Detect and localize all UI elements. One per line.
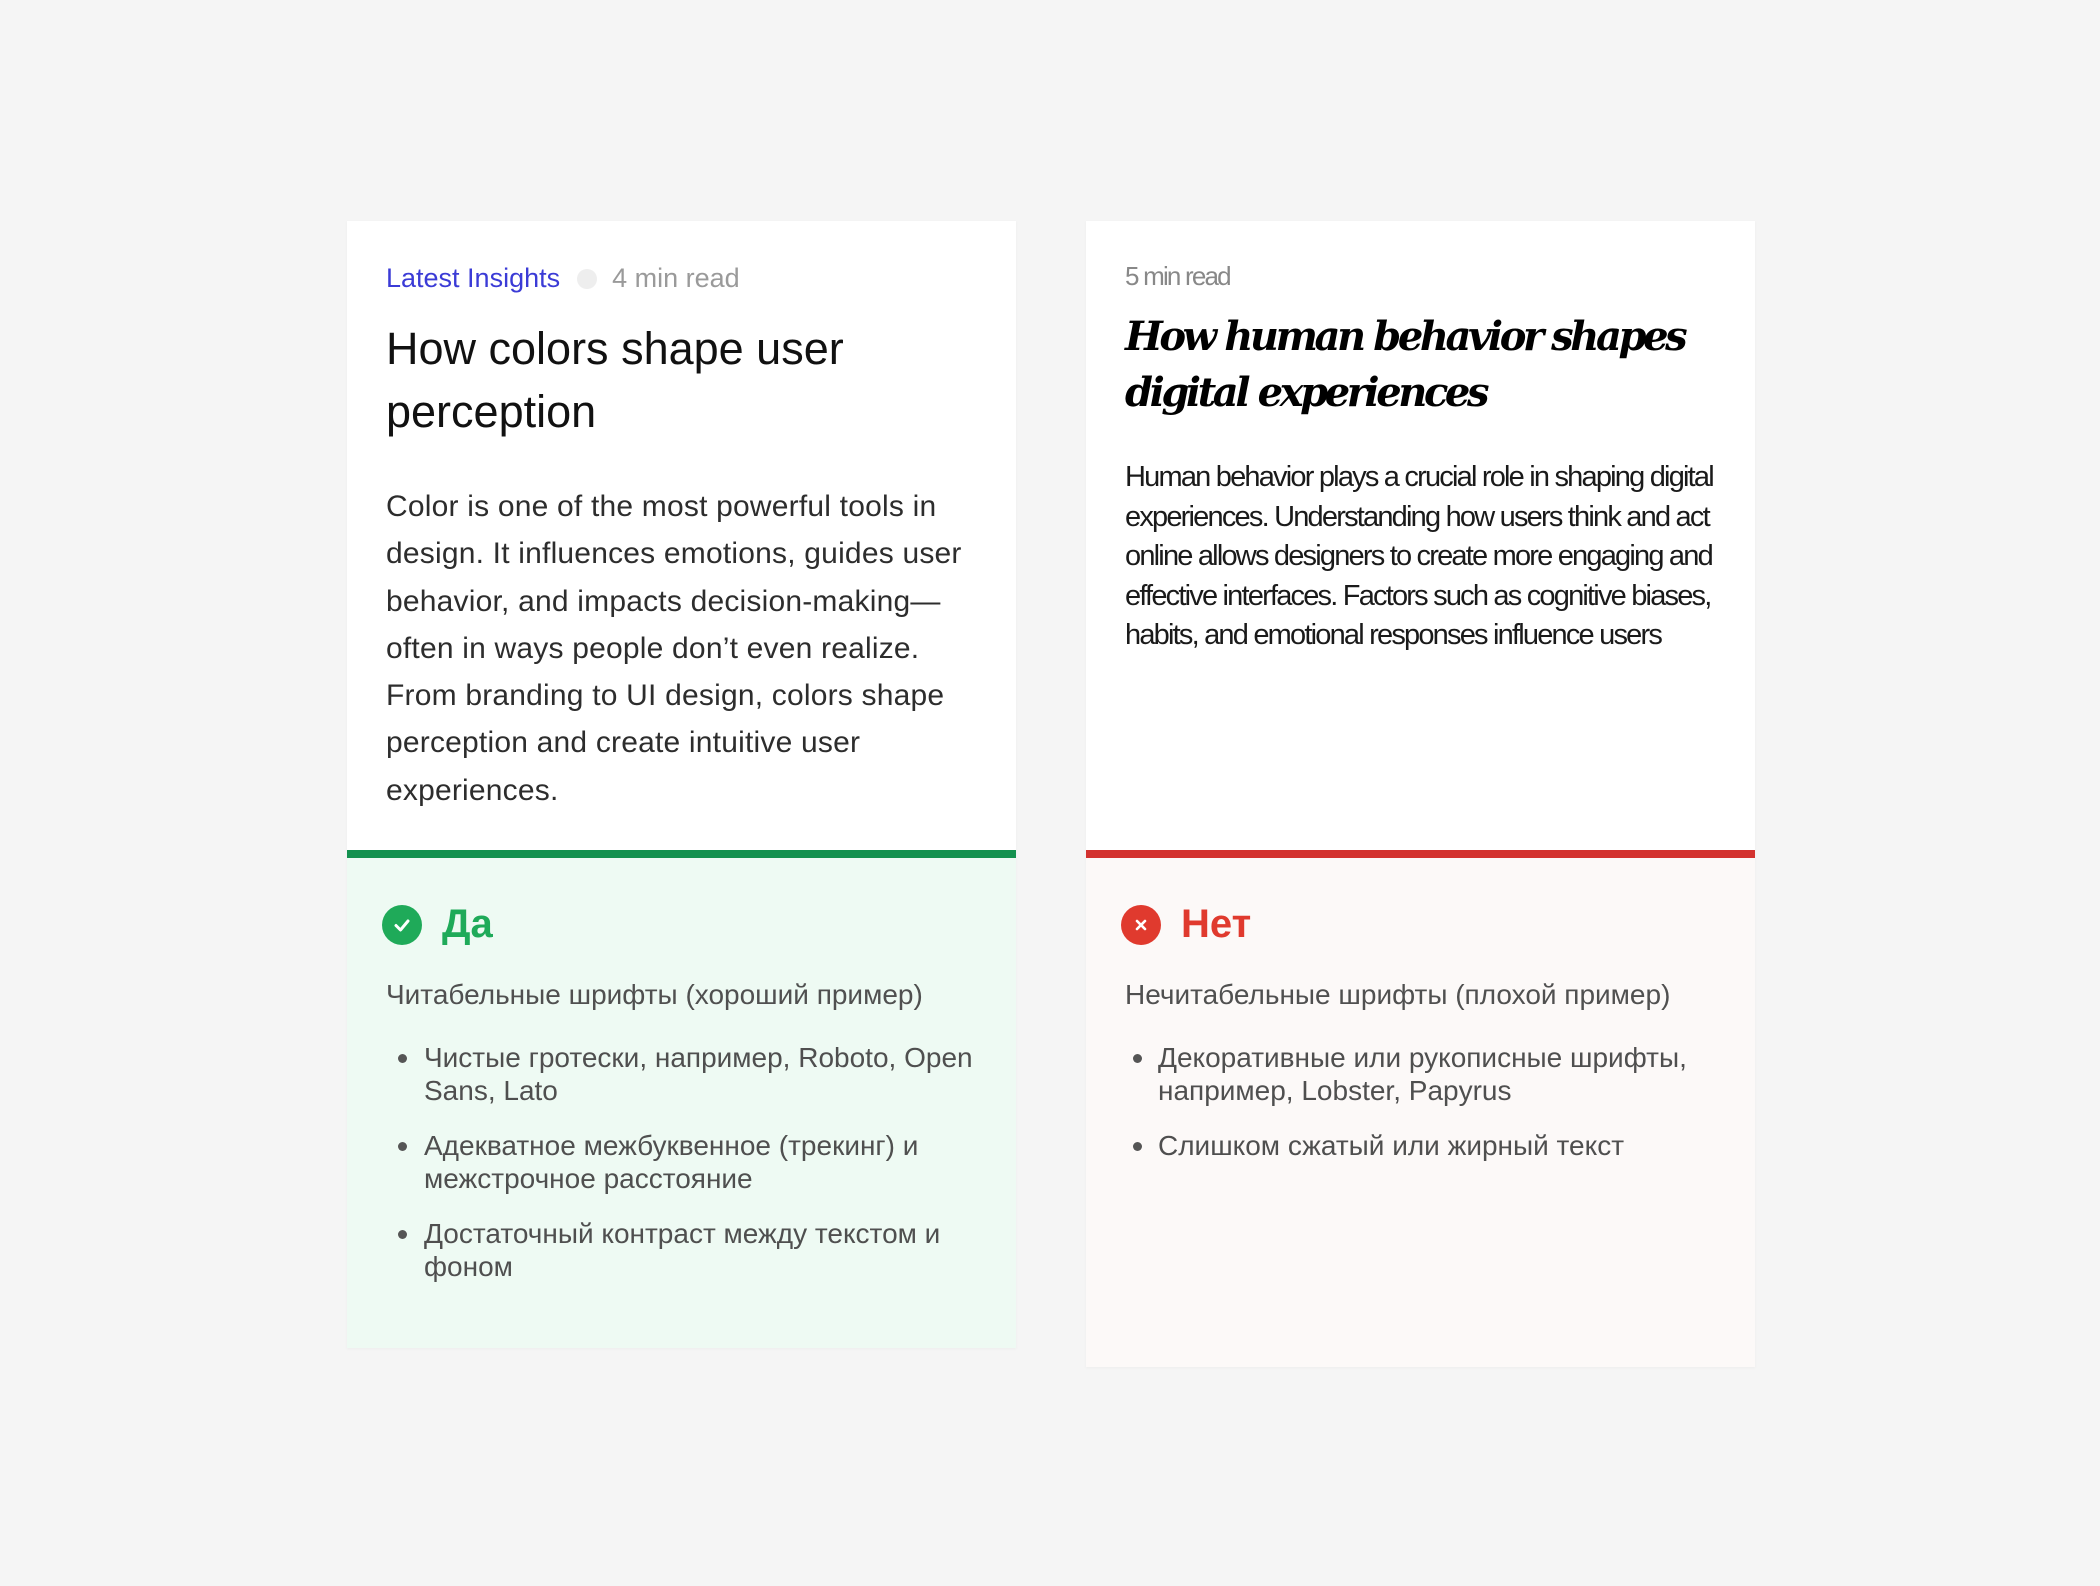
separator-dot (577, 269, 597, 289)
close-circle-icon (1121, 905, 1161, 945)
article-body: Color is one of the most powerful tools in design. It influences emotions, guides user behavior, and impacts decision-making—often in ways people don’t even realize. From branding to UI design, colors shape perception and create intuitive user experiences. (386, 490, 962, 807)
good-article-preview (347, 221, 1016, 850)
good-divider (347, 850, 1016, 858)
bad-article-preview (1086, 221, 1755, 850)
bad-example-card (1086, 221, 1755, 1367)
list-item: Адекватное межбуквенное (трекинг) и межстрочное расстояние (386, 1129, 986, 1195)
read-time: 4 min read (612, 263, 740, 293)
verdict-subtitle: Нечитабельные шрифты (плохой пример) (1125, 979, 1671, 1010)
article-title[interactable]: How colors shape user perception (386, 323, 844, 437)
verdict-header (382, 902, 493, 947)
bad-verdict-panel (1086, 858, 1755, 1367)
list-item: Декоративные или рукописные шрифты, например, Lobster, Papyrus (1121, 1041, 1721, 1107)
list-item: Слишком сжатый или жирный текст (1121, 1129, 1721, 1162)
verdict-subtitle: Читабельные шрифты (хороший пример) (386, 979, 923, 1010)
verdict-label: Да (442, 902, 493, 946)
good-verdict-panel (347, 858, 1016, 1348)
category-tag[interactable]: Latest Insights (386, 263, 561, 293)
list-item: Достаточный контраст между текстом и фоном (386, 1217, 986, 1283)
verdict-label: Нет (1181, 902, 1252, 946)
bad-divider (1086, 850, 1755, 858)
check-circle-icon (382, 905, 422, 945)
article-meta (386, 263, 740, 294)
article-body: Human behavior plays a crucial role in shaping digital experiences. Understanding how users think and act online allows designers to create more engaging and effective interfaces. Factors such as cognitive biases, habits, and emotional responses influence users (1125, 461, 1713, 651)
verdict-list (1121, 1041, 1721, 1184)
good-example-card (347, 221, 1016, 1348)
list-item: Чистые гротески, например, Roboto, Open Sans, Lato (386, 1041, 986, 1107)
article-title[interactable]: How human behavior shapes digital experiences (1125, 313, 1685, 416)
read-time: 5 min read (1125, 261, 1230, 291)
verdict-list (386, 1041, 986, 1305)
verdict-header (1121, 902, 1251, 947)
